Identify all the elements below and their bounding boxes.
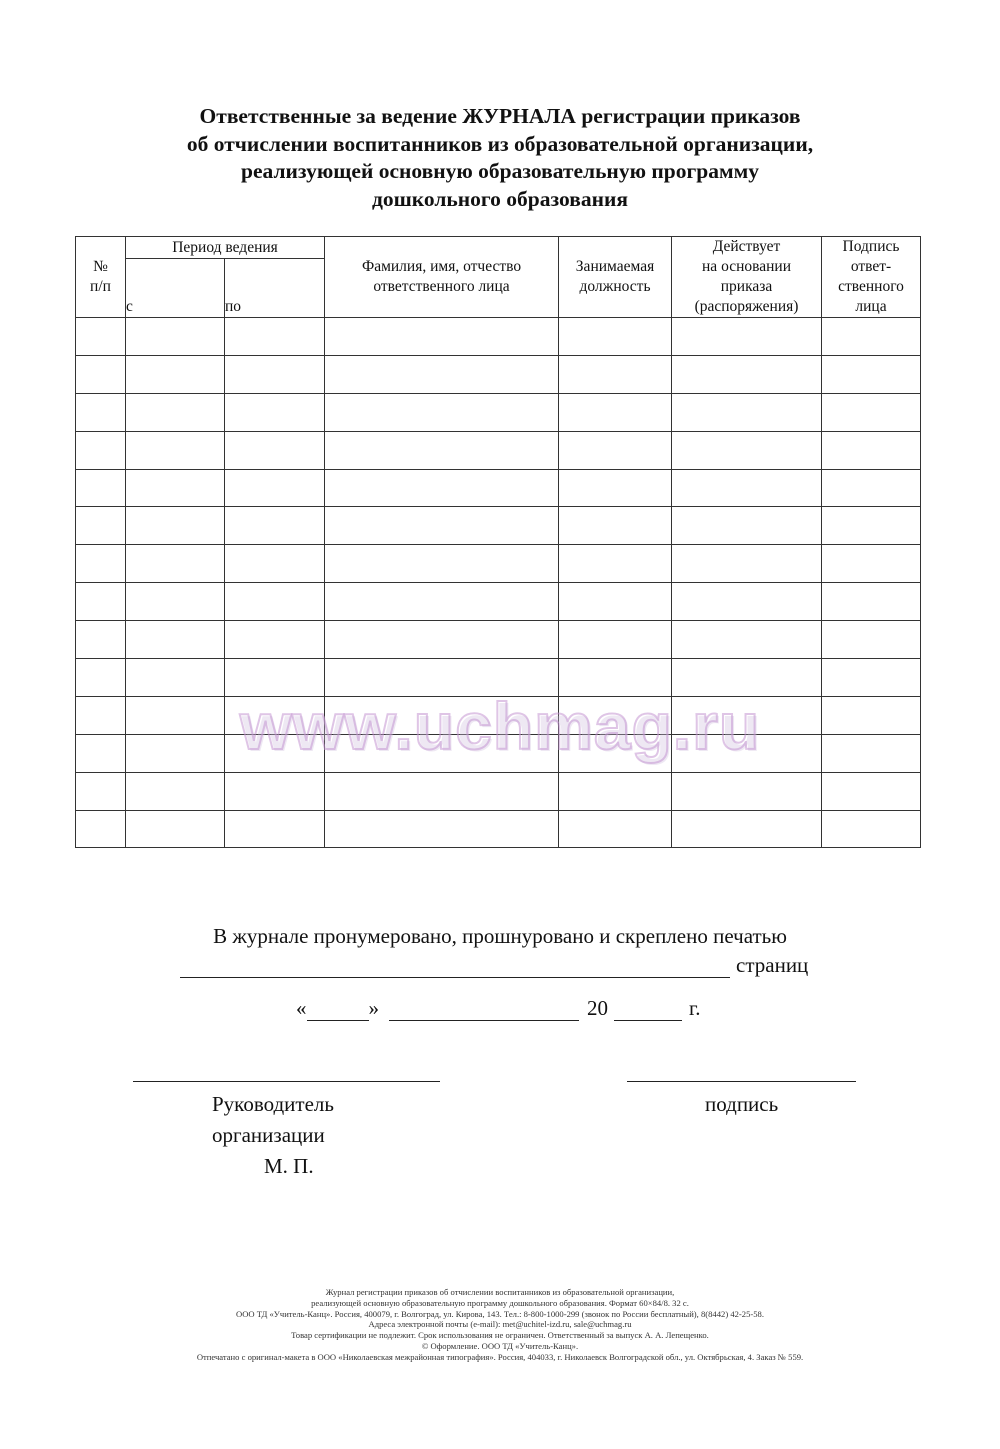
table-cell[interactable] — [225, 545, 325, 583]
header-position — [559, 237, 672, 318]
table-cell[interactable] — [672, 355, 822, 393]
pages-count-field[interactable] — [180, 955, 730, 978]
header-full-name — [325, 237, 559, 318]
table-row — [76, 583, 921, 621]
imprint-line: Адреса электронной почты (e-mail): met@uchitel-izd.ru, sale@uchmag.ru — [368, 1319, 632, 1330]
table-cell[interactable] — [76, 545, 126, 583]
table-cell[interactable] — [559, 734, 672, 772]
imprint-line: Журнал регистрации приказов об отчислении воспитанников из образовательной организации, — [325, 1287, 675, 1297]
table-cell[interactable] — [76, 810, 126, 848]
table-cell[interactable] — [822, 469, 921, 507]
table-cell[interactable] — [76, 734, 126, 772]
table-cell[interactable] — [325, 659, 559, 697]
table-cell[interactable] — [76, 318, 126, 356]
table-cell[interactable] — [126, 810, 225, 848]
table-cell[interactable] — [822, 621, 921, 659]
table-cell[interactable] — [822, 393, 921, 431]
table-cell[interactable] — [126, 431, 225, 469]
table-cell[interactable] — [559, 772, 672, 810]
table-row — [76, 507, 921, 545]
table-cell[interactable] — [126, 507, 225, 545]
table-cell[interactable] — [672, 659, 822, 697]
title-line-4: дошкольного образования — [372, 186, 628, 211]
table-cell[interactable] — [76, 469, 126, 507]
header-signature-line-2: ответ- — [850, 258, 892, 275]
table-row — [76, 318, 921, 356]
header-signature-line-4: лица — [855, 298, 887, 315]
header-basis-line-2: на основании — [702, 258, 792, 275]
header-signature-line-3: ственного — [838, 278, 904, 295]
table-cell[interactable] — [325, 545, 559, 583]
table-cell[interactable] — [325, 621, 559, 659]
date-century: 20 — [587, 996, 608, 1020]
header-period-to: по — [225, 259, 325, 318]
table-row — [76, 659, 921, 697]
table-cell[interactable] — [559, 431, 672, 469]
table-cell[interactable] — [126, 393, 225, 431]
table-cell[interactable] — [126, 659, 225, 697]
table-cell[interactable] — [822, 583, 921, 621]
table-cell[interactable] — [76, 659, 126, 697]
table-cell[interactable] — [822, 659, 921, 697]
header-position-line-2: должность — [579, 278, 651, 295]
imprint-line: Товар сертификации не подлежит. Срок использования не ограничен. Ответственный за выпуск А. А. Лепещенко. — [291, 1330, 709, 1341]
date-open-quote: « — [296, 996, 307, 1020]
header-full-name-line-1: Фамилия, имя, отчество — [361, 258, 522, 275]
head-signature-line[interactable] — [133, 1081, 440, 1082]
head-title-line-1: Руководитель — [212, 1092, 334, 1116]
table-cell[interactable] — [822, 772, 921, 810]
header-basis — [672, 237, 822, 318]
table-row — [76, 469, 921, 507]
table-cell[interactable] — [325, 583, 559, 621]
header-position-line-1: Занимаемая — [575, 258, 655, 275]
header-basis-line-1: Действует — [712, 238, 781, 255]
table-cell[interactable] — [559, 583, 672, 621]
header-period: Период ведения — [126, 237, 325, 259]
table-cell[interactable] — [822, 507, 921, 545]
table-cell[interactable] — [822, 431, 921, 469]
seal-place-label: М. П. — [264, 1154, 314, 1178]
header-full-name-line-2: ответственного лица — [373, 278, 510, 295]
signature-line[interactable] — [627, 1081, 856, 1082]
table-cell[interactable] — [559, 355, 672, 393]
table-cell[interactable] — [225, 734, 325, 772]
date-year-field[interactable] — [614, 998, 682, 1021]
table-cell[interactable] — [822, 545, 921, 583]
table-cell[interactable] — [225, 772, 325, 810]
imprint-line: ООО ТД «Учитель-Канц». Россия, 400079, г. Волгоград, ул. Кирова, 143. Тел.: 8-800-1000-299 (звонок по России бесплатный), 8(8442) 42-25-58. — [236, 1308, 764, 1319]
pages-suffix: страниц — [736, 953, 809, 977]
table-row — [76, 621, 921, 659]
table-cell[interactable] — [76, 621, 126, 659]
table-cell[interactable] — [76, 393, 126, 431]
header-signature — [822, 237, 921, 318]
table-cell[interactable] — [225, 393, 325, 431]
table-cell[interactable] — [225, 583, 325, 621]
table-cell[interactable] — [672, 772, 822, 810]
table-cell[interactable] — [225, 696, 325, 734]
date-close-quote: » — [368, 996, 379, 1020]
table-cell[interactable] — [559, 621, 672, 659]
table-cell[interactable] — [225, 318, 325, 356]
table-cell[interactable] — [325, 318, 559, 356]
table-cell[interactable] — [822, 355, 921, 393]
signature-label: подпись — [705, 1092, 779, 1116]
table-cell[interactable] — [672, 734, 822, 772]
table-row — [76, 696, 921, 734]
imprint-line: реализующей основную образовательную программу дошкольного образования. Формат 60×84/8. 32 с. — [311, 1297, 689, 1308]
table-cell[interactable] — [672, 393, 822, 431]
table-cell[interactable] — [76, 355, 126, 393]
date-line — [296, 996, 701, 1021]
table-cell[interactable] — [225, 659, 325, 697]
title-line-3: реализующей основную образовательную программу — [241, 159, 759, 183]
imprint-line: © Оформление. ООО ТД «Учитель-Канц». — [421, 1340, 579, 1351]
header-period-from: с — [126, 259, 225, 318]
table-body — [76, 318, 921, 848]
certification-text: В журнале пронумеровано, прошнуровано и скреплено печатью — [213, 924, 787, 948]
table-cell[interactable] — [126, 621, 225, 659]
table-cell[interactable] — [126, 355, 225, 393]
table-row — [76, 355, 921, 393]
table-cell[interactable] — [672, 431, 822, 469]
date-day-field[interactable] — [307, 998, 369, 1021]
table-cell[interactable] — [672, 810, 822, 848]
table-cell[interactable] — [672, 507, 822, 545]
date-month-field[interactable] — [389, 998, 579, 1021]
table-cell[interactable] — [325, 393, 559, 431]
table-cell[interactable] — [559, 545, 672, 583]
table-cell[interactable] — [672, 621, 822, 659]
date-year-suffix: г. — [689, 996, 701, 1020]
table-cell[interactable] — [76, 431, 126, 469]
table-cell[interactable] — [126, 583, 225, 621]
table-cell[interactable] — [672, 545, 822, 583]
table-cell[interactable] — [672, 696, 822, 734]
table-cell[interactable] — [126, 318, 225, 356]
imprint-line: Отпечатано с оригинал-макета в ООО «Николаевская межрайонная типография». Россия, 404033, г. Николаевск Волгоградской обл., ул. Октябрьская, 4. Заказ № 559. — [196, 1351, 804, 1362]
header-number-line-1: № — [93, 258, 108, 275]
table-cell[interactable] — [559, 507, 672, 545]
table-row — [76, 810, 921, 848]
table-row — [76, 393, 921, 431]
table-cell[interactable] — [672, 469, 822, 507]
table-cell[interactable] — [325, 772, 559, 810]
table-cell[interactable] — [76, 583, 126, 621]
table-cell[interactable] — [559, 393, 672, 431]
table-cell[interactable] — [126, 545, 225, 583]
header-basis-line-3: приказа — [720, 278, 773, 295]
header-signature-line-1: Подпись — [842, 238, 900, 255]
page-title — [0, 103, 1000, 213]
title-line-2: об отчислении воспитанников из образовательной организации, — [186, 131, 814, 156]
table-cell[interactable] — [325, 507, 559, 545]
table-cell[interactable] — [325, 469, 559, 507]
table-row — [76, 772, 921, 810]
table-cell[interactable] — [225, 469, 325, 507]
table-row — [76, 545, 921, 583]
table-cell[interactable] — [559, 318, 672, 356]
table-cell[interactable] — [325, 431, 559, 469]
table-cell[interactable] — [126, 772, 225, 810]
header-number-line-2: п/п — [90, 278, 111, 295]
table-cell[interactable] — [559, 469, 672, 507]
table-cell[interactable] — [225, 810, 325, 848]
imprint — [0, 1287, 1000, 1363]
table-cell[interactable] — [325, 696, 559, 734]
table-cell[interactable] — [325, 734, 559, 772]
table-cell[interactable] — [126, 469, 225, 507]
table-cell[interactable] — [822, 318, 921, 356]
watermark: www.uchmag.ru — [239, 689, 761, 763]
table-cell[interactable] — [76, 507, 126, 545]
table-cell[interactable] — [126, 696, 225, 734]
table-cell[interactable] — [225, 431, 325, 469]
table-cell[interactable] — [672, 583, 822, 621]
header-number — [76, 237, 126, 318]
table-cell[interactable] — [76, 772, 126, 810]
table-cell[interactable] — [76, 696, 126, 734]
table-cell[interactable] — [559, 696, 672, 734]
pages-count-line — [180, 953, 808, 978]
title-line-1: Ответственные за ведение ЖУРНАЛА регистрации приказов — [199, 104, 801, 128]
table-cell[interactable] — [672, 318, 822, 356]
header-basis-line-4: (распоряжения) — [694, 298, 799, 315]
table-cell[interactable] — [126, 734, 225, 772]
head-title-line-2: организации — [212, 1123, 325, 1147]
table-cell[interactable] — [225, 355, 325, 393]
table-cell[interactable] — [822, 810, 921, 848]
table-cell[interactable] — [225, 621, 325, 659]
table-cell[interactable] — [559, 810, 672, 848]
table-row — [76, 734, 921, 772]
table-cell[interactable] — [225, 507, 325, 545]
responsible-persons-table — [75, 236, 921, 848]
table-cell[interactable] — [325, 355, 559, 393]
table-cell[interactable] — [559, 659, 672, 697]
table-row — [76, 431, 921, 469]
table-cell[interactable] — [325, 810, 559, 848]
table-cell[interactable] — [822, 734, 921, 772]
table-cell[interactable] — [822, 696, 921, 734]
